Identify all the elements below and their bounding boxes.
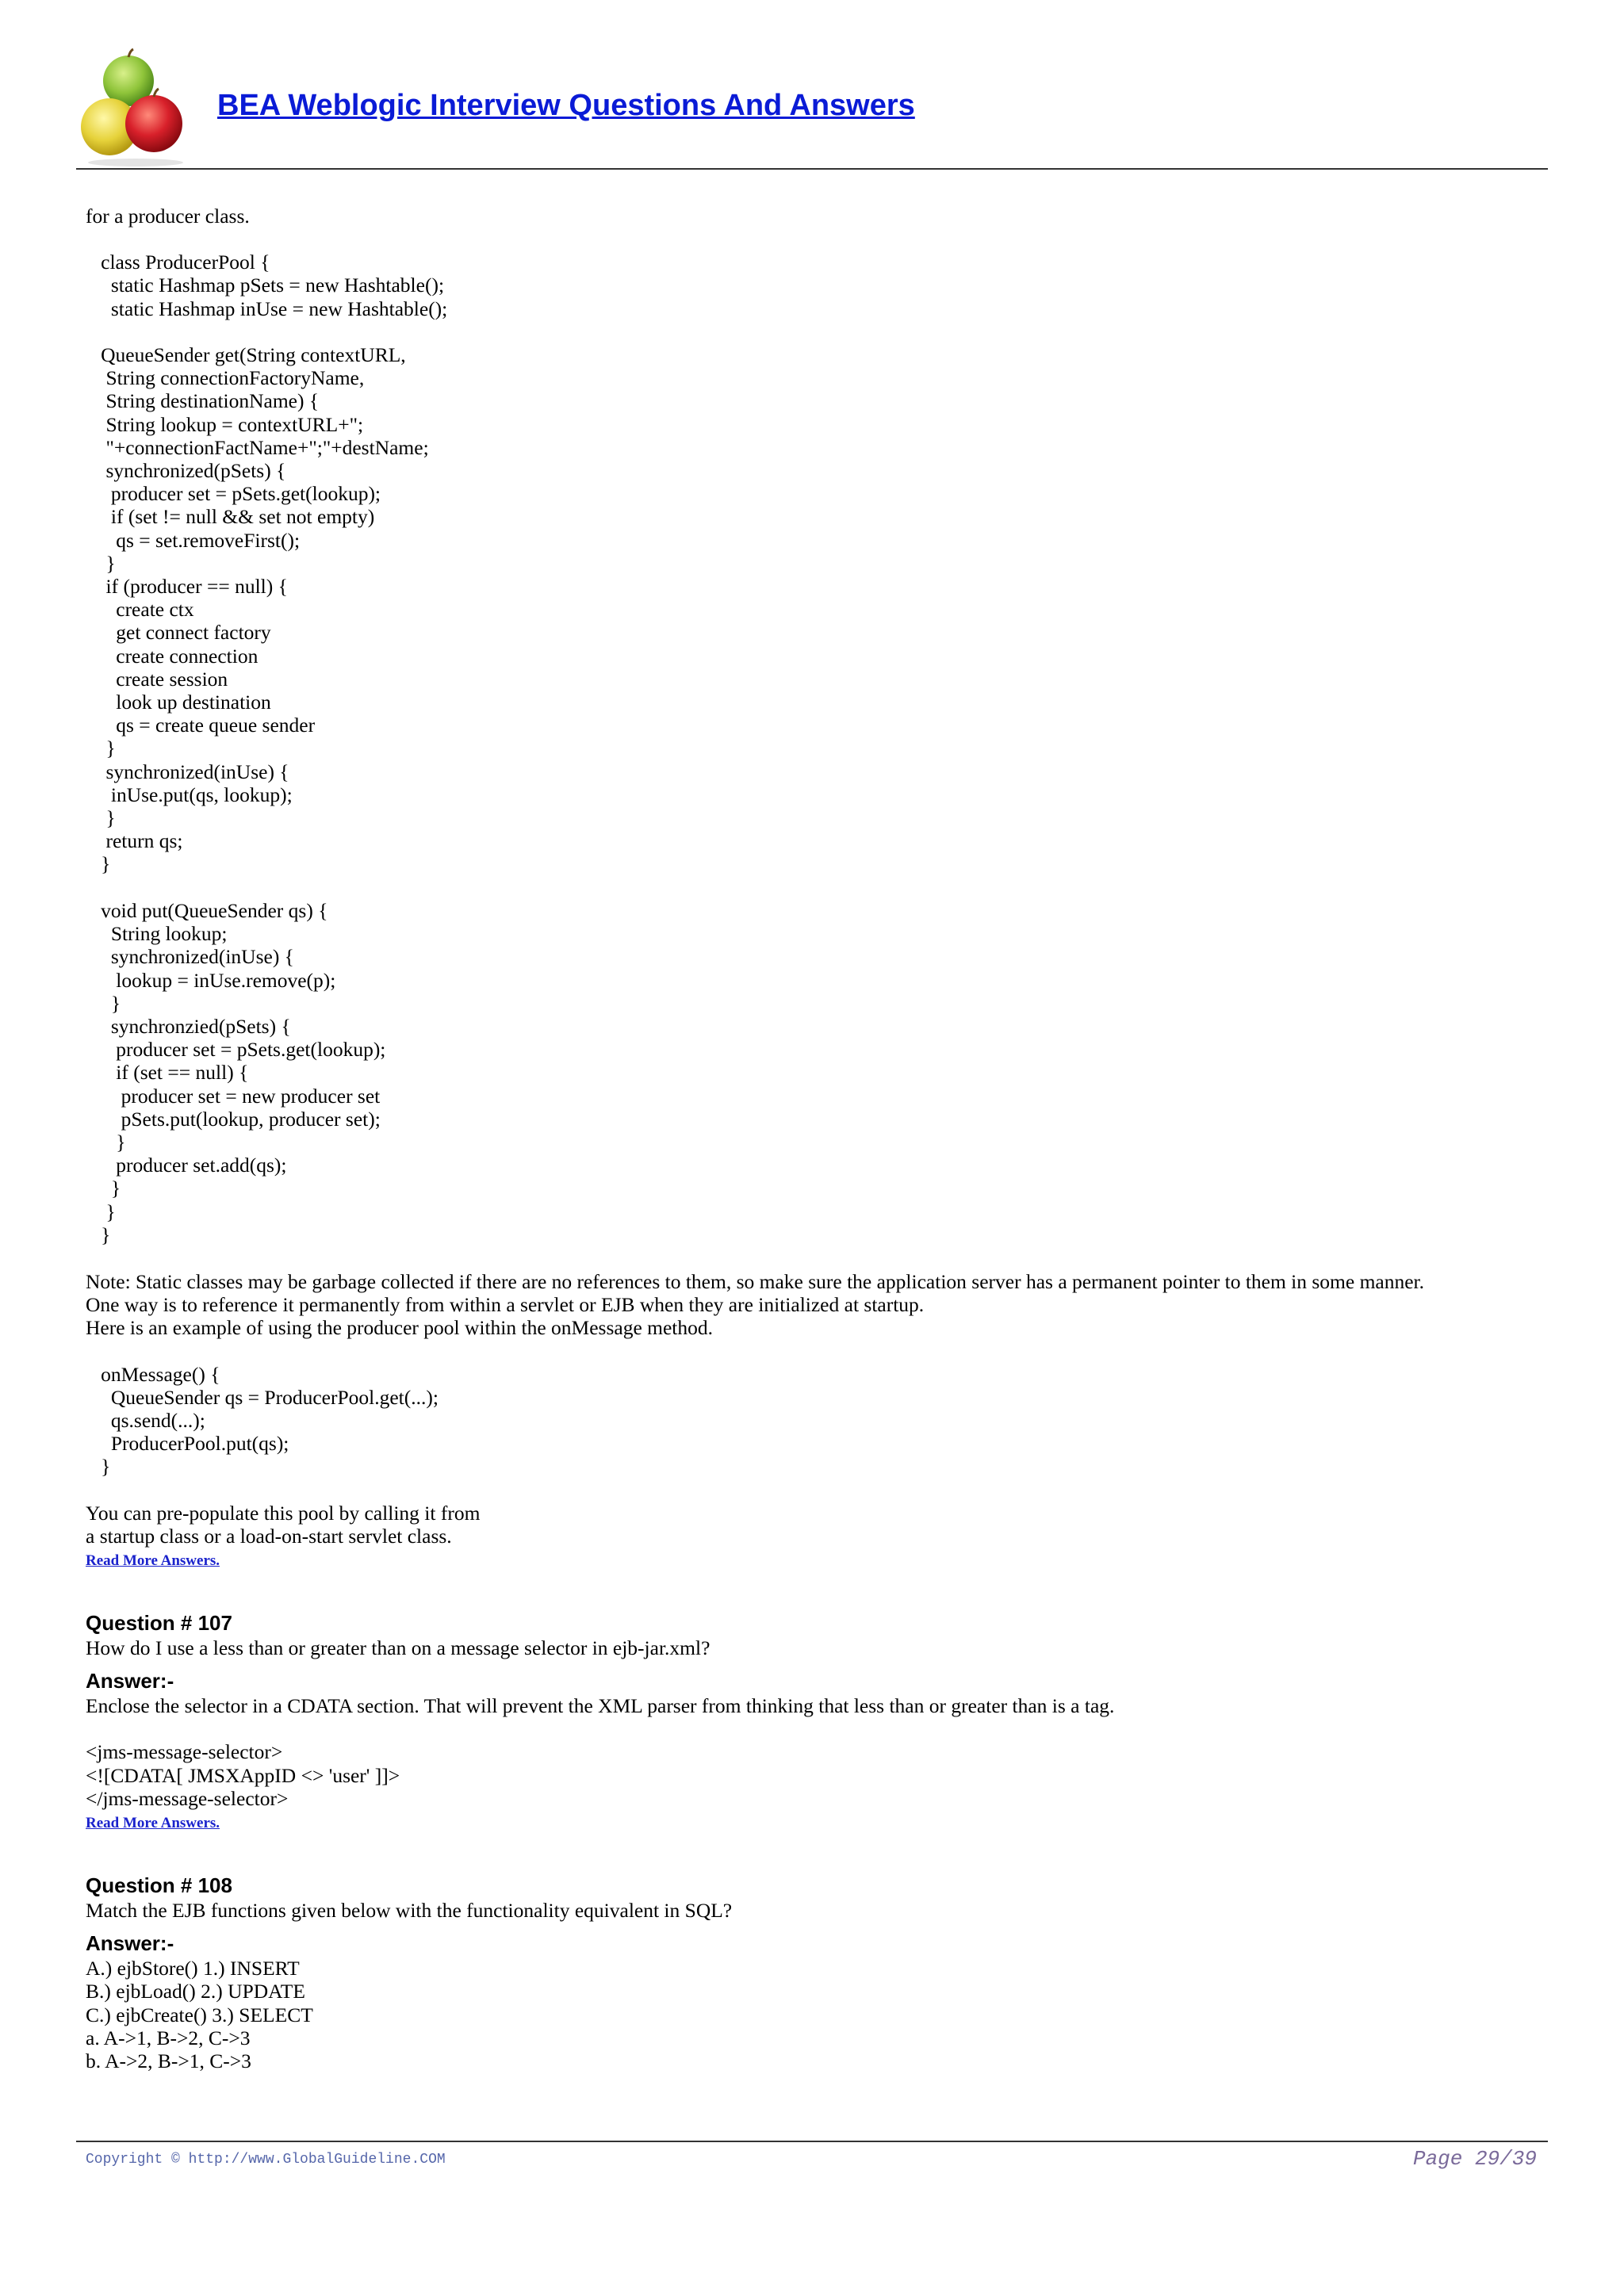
note-paragraph: Note: Static classes may be garbage collected if there are no references to them, so make sure the application server has a permanent pointer to them in some manner. One way is to reference it permanently from within a servlet or EJB when they are initialized at startup. Here is an example of using the producer pool within the onMessage method. [86, 1269, 1425, 1340]
apples-logo-icon [76, 48, 195, 166]
page-content [86, 205, 1545, 2072]
question-107-text: How do I use a less than or greater than on a message selector in ejb-jar.xml? [86, 1636, 710, 1659]
answer-108-text: A.) ejbStore() 1.) INSERT B.) ejbLoad() 2.) UPDATE C.) ejbCreate() 3.) SELECT a. A->1, B->2, C->3 b. A->2, B->1, C->3 [86, 1957, 313, 2072]
page-header [76, 48, 1548, 168]
onmessage-code: onMessage() { QueueSender qs = ProducerPool.get(...); qs.send(...); ProducerPool.put(qs); } [101, 1362, 439, 1479]
read-more-link[interactable]: Read More Answers. [86, 1552, 220, 1569]
header-divider [76, 168, 1548, 170]
producer-pool-code: class ProducerPool { static Hashmap pSets = new Hashtable(); static Hashmap inUse = new Hashtable(); QueueSender get(String contextURL, String connectionFactoryName, String destinationName) { String lookup = contextURL+"; "+connectionFactName+";"+destName; synchronized(pSets) { producer set = pSets.get(lookup); if (set != null && set not empty) qs = set.removeFirst(); } if (producer == null) { create ctx get connect factory create connection create session look up destination qs = create queue sender } synchronized(inUse) { inUse.put(qs, lookup); } return qs; } void put(QueueSender qs) { String lookup; synchronized(inUse) { lookup = inUse.remove(p); } synchronzied(pSets) { producer set = pSets.get(lookup); if (set == null) { producer set = new producer set pSets.put(lookup, producer set); } producer set.add(qs); } } } [101, 251, 448, 1246]
answer-107-code: <jms-message-selector> <![CDATA[ JMSXAppID <> 'user' ]]> </jms-message-selector> [86, 1740, 400, 1810]
answer-107-text: Enclose the selector in a CDATA section. That will prevent the XML parser from thinking that less than or greater than is a tag. [86, 1694, 1115, 1718]
footer-page-number: Page 29/39 [1412, 2147, 1537, 2171]
question-108-text: Match the EJB functions given below with the functionality equivalent in SQL? [86, 1898, 733, 1922]
intro-line: for a producer class. [86, 205, 250, 228]
prepopulate-paragraph: You can pre-populate this pool by calling it from a startup class or a load-on-start servlet class. [86, 1501, 481, 1548]
question-108-heading: Question # 108 [86, 1873, 232, 1897]
answer-107-heading: Answer:- [86, 1669, 174, 1693]
read-more-link[interactable]: Read More Answers. [86, 1814, 220, 1831]
answer-108-heading: Answer:- [86, 1931, 174, 1956]
footer-copyright: Copyright © http://www.GlobalGuideline.COM [86, 2152, 446, 2168]
document-title[interactable]: BEA Weblogic Interview Questions And Answers [217, 89, 915, 122]
question-107-heading: Question # 107 [86, 1610, 232, 1635]
footer-divider [76, 2141, 1548, 2142]
